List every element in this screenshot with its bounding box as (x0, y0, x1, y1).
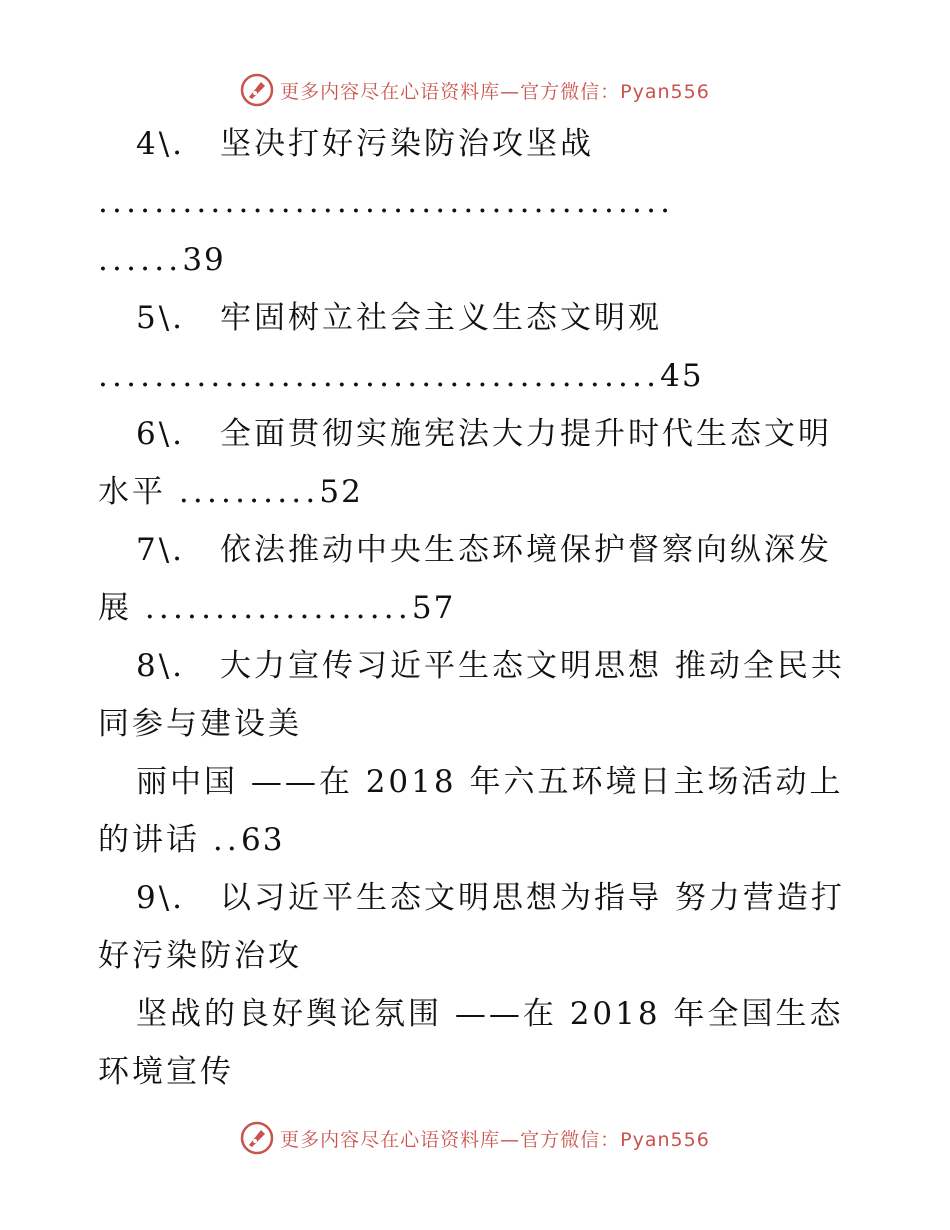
entry-continuation (98, 463, 858, 521)
entry-subtitle (98, 753, 858, 811)
entry-title: 依法推动中央生态环境保护督察向纵深发 (220, 532, 832, 568)
entry-number: 5\. (136, 300, 186, 336)
entry-title-cont: 水平 (98, 474, 166, 510)
dot-leader: ........................................ (98, 358, 661, 394)
entry-continuation (98, 1043, 858, 1101)
entry-title-cont: 展 (98, 590, 132, 626)
pen-nib-logo-icon (240, 73, 274, 107)
entry-title: 坚决打好污染防治攻坚战 (220, 126, 594, 162)
toc-entry-4[interactable] (98, 115, 858, 173)
entry-subtitle (98, 985, 858, 1043)
entry-title: 大力宣传习近平生态文明思想 推动全民共 (220, 648, 845, 684)
entry-number: 4\. (136, 126, 186, 162)
toc-entry-7[interactable] (98, 521, 858, 579)
toc-entry-6[interactable] (98, 405, 858, 463)
entry-number: 7\. (136, 532, 186, 568)
dot-leader-line (98, 347, 858, 405)
pen-nib-logo-icon (240, 1121, 274, 1155)
dot-leader: .......... (178, 474, 320, 510)
entry-subtitle-text: 坚战的良好舆论氛围 ——在 2018 年全国生态 (136, 996, 844, 1032)
page-number: 39 (182, 242, 226, 278)
page-number: 45 (660, 358, 704, 394)
toc-entry-8[interactable] (98, 637, 858, 695)
page-number: 57 (411, 590, 456, 626)
footer-watermark (0, 1118, 950, 1158)
entry-subtitle-text: 丽中国 ——在 2018 年六五环境日主场活动上 (136, 764, 844, 800)
entry-number: 6\. (136, 416, 186, 452)
entry-number: 9\. (136, 880, 186, 916)
dot-leader: ...... (98, 242, 183, 278)
dot-leader: ................... (144, 590, 412, 626)
entry-title-cont: 好污染防治攻 (98, 938, 302, 974)
entry-continuation (98, 811, 858, 869)
toc-entry-5[interactable] (98, 289, 858, 347)
entry-continuation (98, 579, 858, 637)
dot-leader: .. (212, 822, 241, 858)
entry-subtitle-cont: 环境宣传 (98, 1054, 234, 1090)
dot-leader: ......................................... (98, 184, 675, 220)
entry-title: 牢固树立社会主义生态文明观 (220, 300, 662, 336)
entry-title-cont: 同参与建设美 (98, 706, 302, 742)
entry-title: 全面贯彻实施宪法大力提升时代生态文明 (220, 416, 832, 452)
watermark-text: 更多内容尽在心语资料库—官方微信：Pyan556 (280, 1128, 710, 1151)
entry-subtitle-cont: 的讲话 (98, 822, 200, 858)
dot-leader-line (98, 231, 858, 289)
entry-continuation (98, 695, 858, 753)
toc-entry-9[interactable] (98, 869, 858, 927)
watermark-text: 更多内容尽在心语资料库—官方微信：Pyan556 (280, 80, 710, 103)
page-number: 63 (240, 822, 285, 858)
dot-leader-line (98, 173, 858, 231)
entry-title: 以习近平生态文明思想为指导 努力营造打 (220, 880, 845, 916)
page-number: 52 (319, 474, 363, 510)
header-watermark (0, 70, 950, 110)
entry-number: 8\. (136, 648, 186, 684)
table-of-contents (98, 115, 858, 1101)
entry-continuation (98, 927, 858, 985)
